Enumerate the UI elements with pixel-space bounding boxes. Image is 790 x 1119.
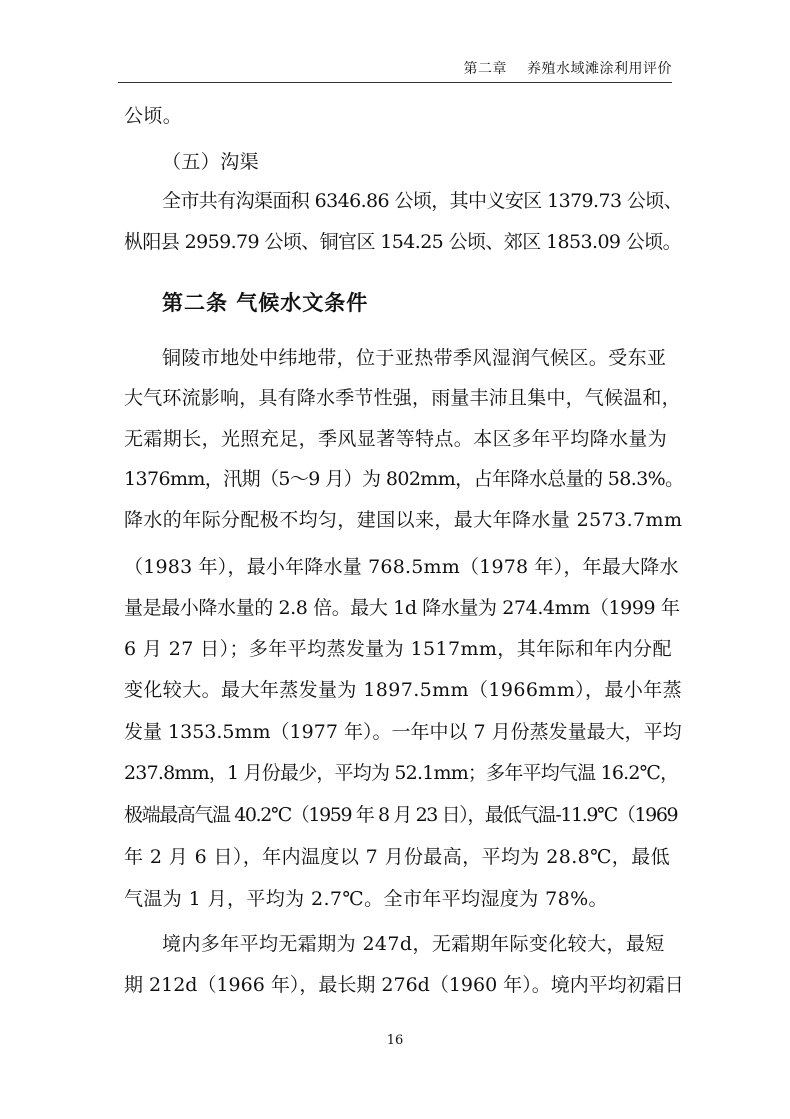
body-line: 237.8mm，1 月份最少，平均为 52.1mm；多年平均气温 16.2℃， — [124, 762, 679, 784]
body-line: 极端最高气温 40.2℃（1959 年 8 月 23 日），最低气温-11.9℃（1969 — [124, 804, 678, 826]
header-rule — [118, 82, 672, 83]
body-line: 降水的年际分配极不均匀，建国以来，最大年降水量 2573.7mm — [124, 509, 683, 531]
body-line: 量是最小降水量的 2.8 倍。最大 1d 降水量为 274.4mm（1999 年 — [124, 597, 680, 619]
body-line: 发量 1353.5mm（1977 年）。一年中以 7 月份蒸发量最大，平均 — [124, 721, 682, 743]
header-chapter: 第二章 — [463, 61, 507, 77]
page-number: 16 — [386, 1033, 404, 1048]
section-heading: 第二条 气候水文条件 — [162, 291, 369, 315]
body-line: 境内多年平均无霜期为 247d，无霜期年际变化较大，最短 — [162, 933, 665, 955]
body-line: 1376mm，汛期（5～9 月）为 802mm，占年降水总量的 58.3%。 — [124, 468, 684, 490]
running-header — [420, 58, 672, 78]
body-line: 年 2 月 6 日），年内温度以 7 月份最高，平均为 28.8℃，最低 — [124, 846, 671, 868]
body-line: 变化较大。最大年蒸发量为 1897.5mm（1966mm），最小年蒸 — [124, 679, 683, 701]
body-line: 6 月 27 日）；多年平均蒸发量为 1517mm，其年际和年内分配 — [124, 638, 672, 660]
header-title: 养殖水域滩涂利用评价 — [527, 61, 672, 77]
section-subheading: （五）沟渠 — [162, 151, 260, 173]
body-line: 期 212d（1966 年），最长期 276d（1960 年）。境内平均初霜日 — [124, 974, 684, 996]
body-line: 气温为 1 月，平均为 2.7℃。全市年平均湿度为 78%。 — [124, 888, 608, 910]
body-line: 枞阳县 2959.79 公顷、铜官区 154.25 公顷、郊区 1853.09 公顷。 — [124, 231, 682, 253]
body-line: 全市共有沟渠面积 6346.86 公顷，其中义安区 1379.73 公顷、 — [162, 190, 683, 212]
body-line: 铜陵市地处中纬地带，位于亚热带季风湿润气候区。受东亚 — [162, 347, 667, 369]
body-line: 大气环流影响，具有降水季节性强，雨量丰沛且集中，气候温和， — [124, 387, 681, 409]
body-line: 无霜期长，光照充足，季风显著等特点。本区多年平均降水量为 — [124, 428, 668, 450]
body-line: 公顷。 — [124, 105, 183, 127]
body-line: （1983 年），最小年降水量 768.5mm（1978 年），年最大降水 — [124, 556, 679, 578]
